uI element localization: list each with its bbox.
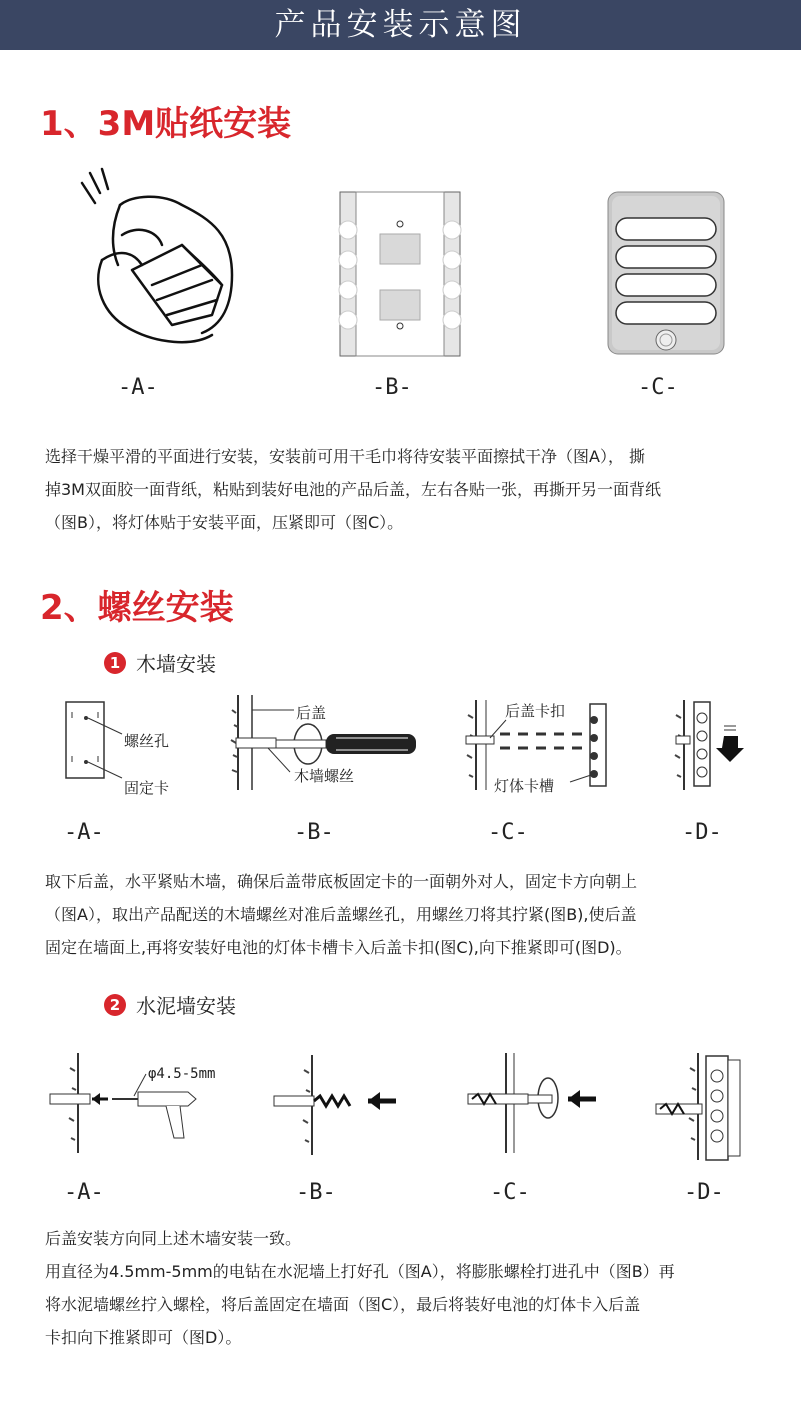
concrete-wall-subtitle (104, 990, 236, 1019)
concrete-caption-b: -B- (296, 1180, 336, 1205)
instruction-line: 用直径为4.5mm-5mm的电钻在水泥墙上打好孔（图A），将膨胀螺栓打进孔中（图B）再 (45, 1262, 675, 1281)
wood-wall-subtitle (104, 648, 216, 677)
lamp-front-illustration (606, 190, 726, 356)
concrete-fig-c-illustration (462, 1048, 612, 1158)
concrete-wall-title: 水泥墙安装 (136, 994, 236, 1018)
section2-title: 2、螺丝安装 (40, 588, 234, 628)
step-badge: 1 (104, 652, 126, 674)
label-wood-screw: 木墙螺丝 (294, 767, 355, 785)
section1-instructions (45, 440, 765, 539)
wood-caption-a: -A- (64, 820, 104, 845)
instruction-line: 选择干燥平滑的平面进行安装，安装前可用干毛巾将待安装平面擦拭干净（图A）， 撕 (45, 447, 646, 466)
instruction-line: 取下后盖，水平紧贴木墙，确保后盖带底板固定卡的一面朝外对人，固定卡方向朝上 (45, 872, 638, 891)
instruction-line: （图B），将灯体贴于安装平面，压紧即可（图C）。 (45, 513, 404, 532)
concrete-caption-d: -D- (684, 1180, 724, 1205)
label-screw-hole: 螺丝孔 (124, 732, 170, 750)
concrete-fig-a-illustration (48, 1048, 238, 1158)
instruction-line: 将水泥墙螺丝拧入螺栓，将后盖固定在墙面（图C），最后将装好电池的灯体卡入后盖 (45, 1295, 641, 1314)
concrete-caption-a: -A- (64, 1180, 104, 1205)
section1-title: 1、3M贴纸安装 (40, 104, 292, 144)
back-cover-tape-illustration (338, 190, 462, 358)
wood-caption-c: -C- (488, 820, 528, 845)
concrete-fig-b-illustration (270, 1050, 410, 1160)
page-header (0, 0, 801, 50)
wood-fig-d-illustration (668, 690, 748, 800)
instruction-line: 后盖安装方向同上述木墙安装一致。 (45, 1229, 302, 1248)
drill-diameter-label: φ4.5-5mm (148, 1066, 216, 1082)
wood-caption-d: -D- (682, 820, 722, 845)
concrete-caption-c: -C- (490, 1180, 530, 1205)
instruction-line: 固定在墙面上,再将安装好电池的灯体卡槽卡入后盖卡扣(图C),向下推紧即可(图D)。 (45, 938, 632, 957)
step-badge: 2 (104, 994, 126, 1016)
fig1-caption-c: -C- (638, 375, 678, 400)
wood-wall-title: 木墙安装 (136, 652, 216, 676)
label-lamp-slot: 灯体卡槽 (494, 777, 555, 795)
concrete-fig-d-illustration (650, 1048, 760, 1168)
wood-instructions (45, 865, 765, 964)
hand-wiping-illustration (62, 165, 242, 355)
label-fixing-clip: 固定卡 (124, 779, 170, 797)
wood-caption-b: -B- (294, 820, 334, 845)
label-back-cover: 后盖 (296, 704, 327, 722)
instruction-line: 掉3M双面胶一面背纸，粘贴到装好电池的产品后盖，左右各贴一张，再撕开另一面背纸 (45, 480, 661, 499)
page-title: 产品安装示意图 (274, 7, 527, 43)
concrete-instructions (45, 1222, 765, 1354)
instruction-line: （图A），取出产品配送的木墙螺丝对准后盖螺丝孔，用螺丝刀将其拧紧(图B),使后盖 (45, 905, 637, 924)
fig1-caption-b: -B- (372, 375, 412, 400)
label-cover-clip: 后盖卡扣 (505, 702, 566, 720)
fig1-caption-a: -A- (118, 375, 158, 400)
instruction-line: 卡扣向下推紧即可（图D）。 (45, 1328, 242, 1347)
